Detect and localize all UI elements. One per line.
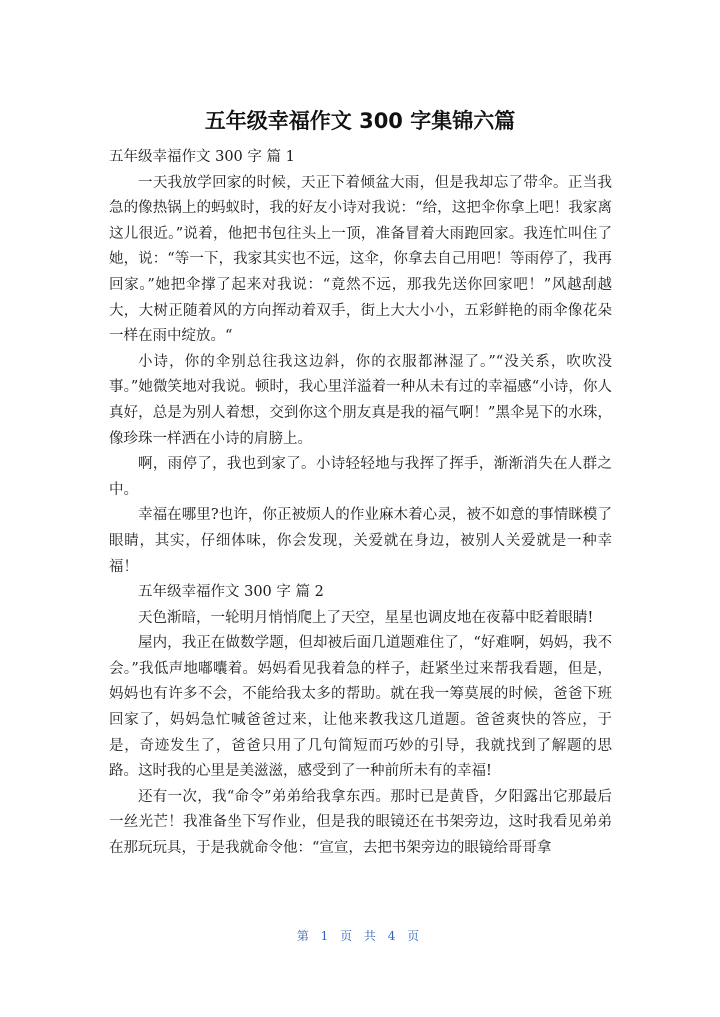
document-body — [109, 145, 612, 862]
section-heading-2: 五年级幸福作文 300 字 篇 2 — [138, 584, 324, 601]
paragraph: 幸福在哪里?也许，你正被烦人的作业麻木着心灵，被不如意的事情眯模了眼睛，其实，仔细体味，你会发现，关爱就在身边，被别人关爱就是一种幸福！ — [109, 507, 612, 575]
paragraph: 屋内，我正在做数学题，但却被后面几道题难住了，“好难啊，妈妈，我不会。”我低声地嘟囔着。妈妈看见我着急的样子，赶紧坐过来帮我看题，但是，妈妈也有许多不会，不能给我太多的帮助。就在我一筹莫展的时候，爸爸下班回家了，妈妈急忙喊爸爸过来，让他来教我这几道题。爸爸爽快的答应，于是，奇迹发生了，爸爸只用了几句简短而巧妙的引导，我就找到了解题的思路。这时我的心里是美滋滋，感受到了一种前所未有的幸福! — [109, 635, 612, 780]
paragraph: 一天我放学回家的时候，天正下着倾盆大雨，但是我却忘了带伞。正当我急的像热锅上的蚂蚁时，我的好友小诗对我说：“给，这把伞你拿上吧！我家离这儿很近。”说着，他把书包往头上一顶，准备冒着大雨跑回家。我连忙叫住了她，说：“等一下，我家其实也不远，这伞，你拿去自己用吧！等雨停了，我再回家。”她把伞撑了起来对我说：“竟然不远，那我先送你回家吧！”风越刮越大，大树正随着风的方向挥动着双手，街上大大小小，五彩鲜艳的雨伞像花朵一样在雨中绽放。“ — [109, 174, 612, 345]
paragraph: 还有一次，我“命令”弟弟给我拿东西。那时已是黄昏，夕阳露出它那最后一丝光芒！我准备坐下写作业，但是我的眼镜还在书架旁边，这时我看见弟弟在那玩玩具，于是我就命令他：“宣宣，去把书架旁边的眼镜给哥哥拿 — [109, 788, 612, 857]
paragraph: 天色渐暗，一轮明月悄悄爬上了天空，星星也调皮地在夜幕中眨着眼睛! — [138, 609, 594, 626]
paragraph: 小诗，你的伞别总往我这边斜，你的衣服都淋湿了。”“没关系，吹吹没事。”她微笑地对我说。顿时，我心里洋溢着一种从未有过的幸福感“小诗，你人真好，总是为别人着想，交到你这个朋友真是我的福气啊！”黑伞晃下的水珠，像珍珠一样洒在小诗的肩膀上。 — [109, 353, 612, 447]
document-title: 五年级幸福作文 300 字集锦六篇 — [204, 109, 516, 133]
section-heading-1: 五年级幸福作文 300 字 篇 1 — [109, 149, 295, 165]
page-number-footer: 第 1 页 共 4 页 — [296, 929, 424, 943]
paragraph: 啊，雨停了，我也到家了。小诗轻轻地与我挥了挥手，渐渐消失在人群之中。 — [109, 456, 612, 498]
